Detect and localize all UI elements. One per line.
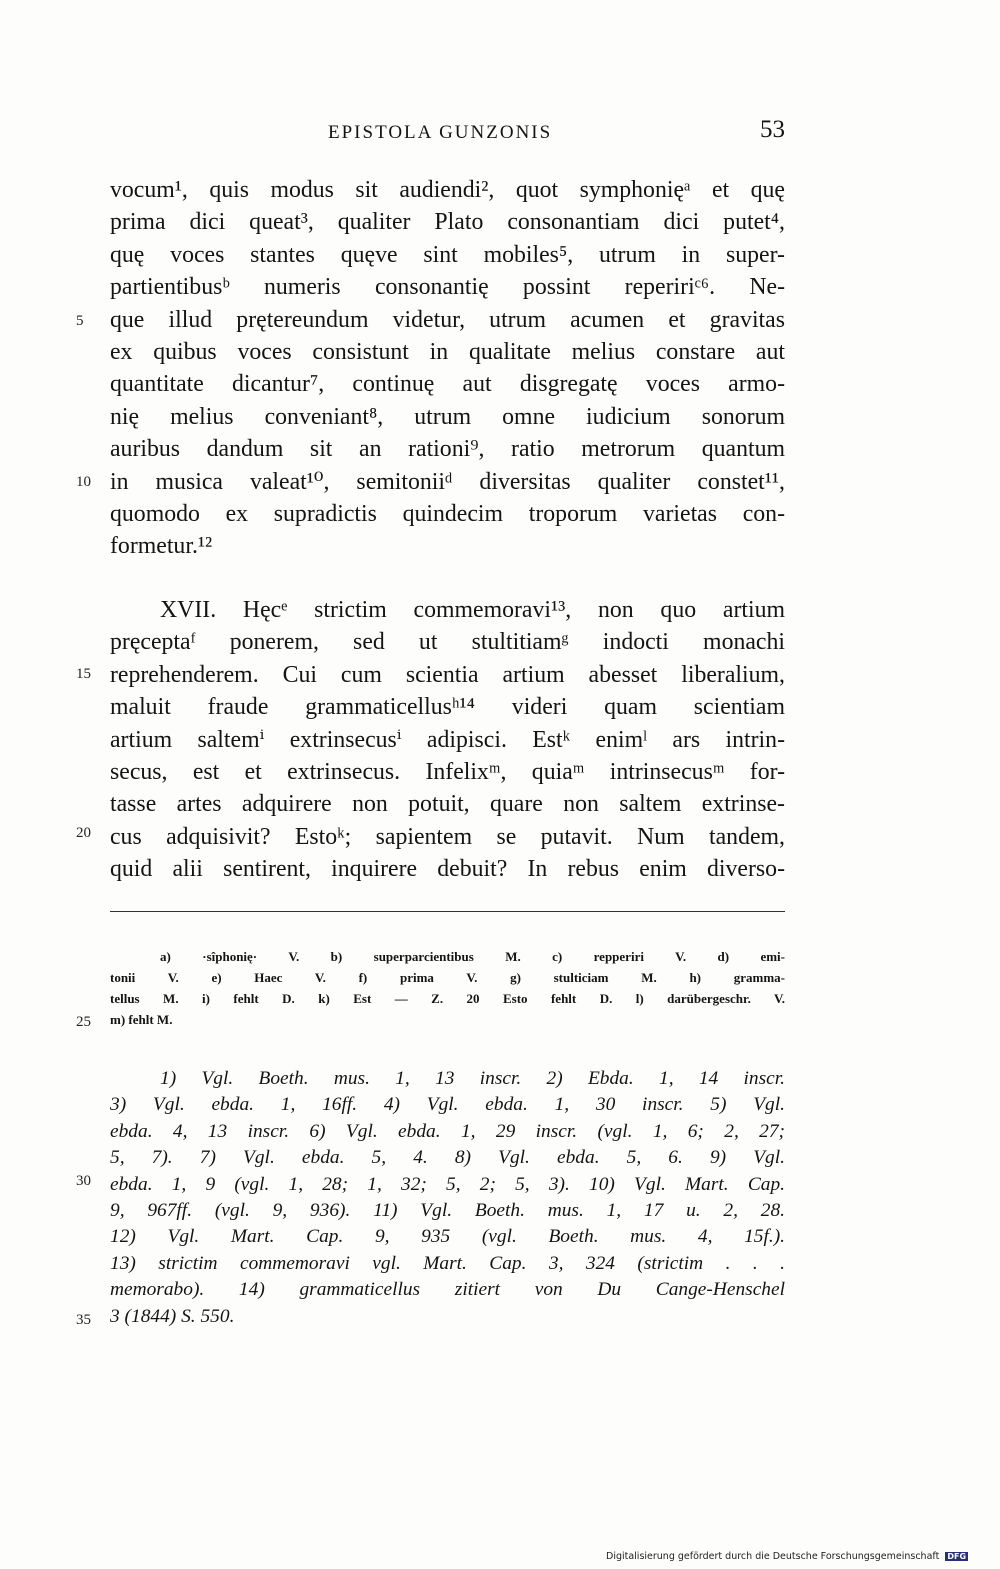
running-title: EPISTOLA GUNZONIS [328,122,553,143]
page-header [110,116,785,152]
digitization-credit [606,1551,968,1562]
section-heading-line: XVII. Hęcᵉ strictim commemoravi¹³, non quo artium [160,597,785,623]
text-line: quantitate dicantur⁷, continuę aut disgregatę voces armo- [110,371,785,398]
note-line: 3) Vgl. ebda. 1, 16ff. 4) Vgl. ebda. 1, 30 inscr. 5) Vgl. [110,1094,785,1116]
text-line: quid alii sentirent, inquirere debuit? In rebus enim diverso- [110,856,785,883]
page-number: 53 [760,116,785,143]
text-line: pręceptaᶠ ponerem, sed ut stultitiamᵍ indocti monachi [110,629,785,656]
text-line: prima dici queat³, qualiter Plato consonantiam dici putet⁴, [110,209,785,236]
note-line: 12) Vgl. Mart. Cap. 9, 935 (vgl. Boeth. mus. 4, 15f.). [110,1226,785,1248]
text-line: in musica valeat¹⁰, semitoniiᵈ diversitas qualiter constet¹¹, [110,468,785,495]
note-line: 1) Vgl. Boeth. mus. 1, 13 inscr. 2) Ebda. 1, 14 inscr. [160,1068,785,1089]
line-number: 35 [76,1312,91,1328]
apparatus-line: tonii V. e) Haec V. f) prima V. g) stulticiam M. h) gramma- [110,970,785,985]
dfg-logo: DFG [947,1552,967,1561]
text-line: auribus dandum sit an rationi⁹, ratio metrorum quantum [110,436,785,463]
note-line: 5, 7). 7) Vgl. ebda. 5, 4. 8) Vgl. ebda. 5, 6. 9) Vgl. [110,1147,785,1169]
line-number: 15 [76,666,91,682]
text-line: tasse artes adquirere non potuit, quare non saltem extrinse- [110,791,785,818]
line-number: 5 [76,313,84,329]
text-line: que illud prętereundum videtur, utrum acumen et gravitas [110,306,785,333]
text-line: secus, est et extrinsecus. Infelixᵐ, quiaᵐ intrinsecusᵐ for- [110,758,785,785]
text-line: nię melius conveniant⁸, utrum omne iudicium sonorum [110,403,785,430]
line-number: 30 [76,1173,91,1189]
text-line: partientibusᵇ numeris consonantię possint repeririᶜ⁶. Ne- [110,274,785,301]
note-line: ebda. 4, 13 inscr. 6) Vgl. ebda. 1, 29 inscr. (vgl. 1, 6; 2, 27; [110,1120,785,1142]
text-line: reprehenderem. Cui cum scientia artium abesset liberalium, [110,661,785,688]
main-text-paragraph-2 [110,594,785,886]
credit-text: Digitalisierung gefördert durch die Deutsche Forschungsgemeinschaft [606,1551,940,1562]
text-line: formetur.¹² [110,533,213,560]
text-line: artium saltemⁱ extrinsecusⁱ adipisci. Estᵏ enimˡ ars intrin- [110,726,785,753]
note-line: 3 (1844) S. 550. [110,1305,235,1327]
note-line: 9, 967ff. (vgl. 9, 936). 11) Vgl. Boeth. mus. 1, 17 u. 2, 28. [110,1199,785,1221]
apparatus-line: tellus M. i) fehlt D. k) Est — Z. 20 Esto fehlt D. l) darübergeschr. V. [110,991,785,1006]
text-line: vocum¹, quis modus sit audiendi², quot symphonięᵃ et quę [110,177,785,203]
text-line: quę voces stantes quęve sint mobiles⁵, utrum in super- [110,241,785,268]
text-line: cus adquisivit? Estoᵏ; sapientem se putavit. Num tandem, [110,823,785,850]
line-number: 25 [76,1014,91,1030]
apparatus-line: m) fehlt M. [110,1012,173,1027]
note-line: ebda. 1, 9 (vgl. 1, 28; 1, 32; 5, 2; 5, 3). 10) Vgl. Mart. Cap. [110,1173,785,1195]
line-number: 20 [76,825,91,841]
text-line: ex quibus voces consistunt in qualitate melius constare aut [110,338,785,365]
main-text-paragraph-1 [110,174,785,563]
source-notes [110,1066,785,1330]
text-line: quomodo ex supradictis quindecim troporum varietas con- [110,500,785,527]
text-line: maluit fraude grammaticellusʰ¹⁴ videri quam scientiam [110,694,785,721]
critical-apparatus [110,946,785,1030]
apparatus-line: a) ·sîphonię· V. b) superparcientibus M. c) repperiri V. d) emi- [160,949,785,964]
footnote-divider [110,911,785,912]
line-number: 10 [76,474,91,490]
note-line: 13) strictim commemoravi vgl. Mart. Cap. 3, 324 (strictim . . . [110,1252,785,1274]
note-line: memorabo). 14) grammaticellus zitiert von Du Cange-Henschel [110,1279,785,1301]
